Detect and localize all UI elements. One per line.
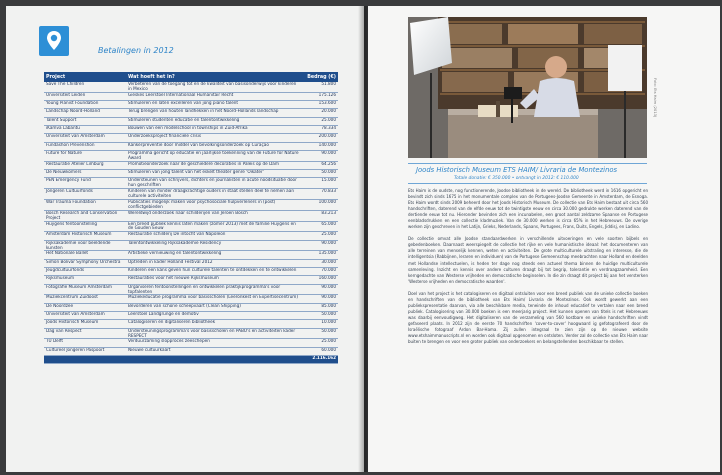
table-row: [44, 284, 338, 295]
caption-subtitle: Totale donatie: € 350.000 • ontvangt in 2012: € 110.000: [454, 176, 579, 181]
library-photo: [408, 17, 647, 158]
cell-description: Kinderen van minder draagkrachtige ouders in staat stellen deel te nemen aan culturele activiteiten: [126, 189, 302, 200]
table-row: [44, 276, 338, 284]
cell-project: Fundashon Prevenshon: [44, 142, 126, 150]
table-row: [44, 221, 338, 232]
table-row: [44, 240, 338, 251]
table-row: [44, 199, 338, 210]
table-row: [44, 312, 338, 320]
cell-project: Cultureel Jongeren Paspoort: [44, 347, 126, 355]
right-page: [368, 6, 720, 472]
table-row: [44, 303, 338, 311]
cell-amount: 153.600: [302, 101, 338, 109]
table-row: [44, 142, 338, 150]
table-row: [44, 178, 338, 189]
cell-project: De Noordzee: [44, 303, 126, 311]
cell-project: Muziekcentrum Zuidoost: [44, 295, 126, 303]
table-row: [44, 150, 338, 161]
table-header-row: [44, 72, 338, 82]
cell-amount: 50.000: [302, 328, 338, 339]
cell-description: Organiseren fentoonstellingen en ontwikkelen praktijkprogramma's voor topfalenten: [126, 284, 302, 295]
table-total-row: [44, 356, 338, 364]
cell-description: Onderzoeksproject financiële crisis: [126, 134, 302, 142]
cell-project: TU Delft: [44, 339, 126, 347]
table-row: [44, 109, 338, 117]
table-row: [44, 134, 338, 142]
cell-description: Talentontwikkeling Rijksakademie Residency: [126, 240, 302, 251]
paragraph: De collectie omvat alle Joodse standaardwerken in verschillende uitvoeringen en vele soorten bijbels en gebedenboeken. Daarnaast weerspiegelt de collectie het rijke en vele humanistische ideaal: het documenteren van alle terreinen van menselijk kennen, weten en activiteiten. De grote multiculturele uitstraling en interesse, die de intelligentsia (Rabbijnen, leraren en individuen) van de Portugese Gemeenschap meebrachten naar Holland en deelden met Hollandse intellectuelen, is heden ter dage nog steeds een actueel thema binnen de huidige multiculturele samenleving. Inzicht en kennis over andere culturen draagt bij tot begrip, tolerantie en verdraagzaamheid. Een kerngedachte van Westerse vrijheden en democratische beginselen. In die zin draagt dit project bij aan het versterken 'Westerse vrijheden en democratische waarden'.: [408, 236, 648, 284]
article-body: [408, 188, 648, 351]
cell-project: Save The Children: [44, 82, 126, 92]
cell-project: Het Nationale Ballet: [44, 251, 126, 259]
table-row: [44, 92, 338, 100]
book-spread: [6, 6, 718, 472]
cell-project: Restauratie Atelier Limburg: [44, 161, 126, 169]
cell-project: Amsterdam Historisch Museum: [44, 232, 126, 240]
table-row: [44, 126, 338, 134]
cell-description: Bouwen van een modelschool in townships in Zuid-Afrika: [126, 126, 302, 134]
left-page: [6, 6, 364, 472]
cell-project: Jeugdcultuurfonds: [44, 268, 126, 276]
table-row: [44, 210, 338, 221]
cell-amount: 83.213: [302, 210, 338, 221]
cell-amount: 65.000: [302, 221, 338, 232]
cell-description: Promotieonderzoek naar de geschiedere decoraties in Paleis op de Dam: [126, 161, 302, 169]
cell-project: Huygens fentoonstelling: [44, 221, 126, 232]
cell-description: Bevorderen van schone scheepvaart (Clean Shipping): [126, 303, 302, 311]
cell-amount: 25.000: [302, 339, 338, 347]
cell-description: Leerstoel Landgrunge en demotiv: [126, 312, 302, 320]
cell-amount: 160.000: [302, 276, 338, 284]
cell-description: Een breed publiek kennis laten maken (zomer 2013) met de familie Huygens en de Gouden Eeuw: [126, 221, 302, 232]
caption-rule-top: [408, 163, 647, 164]
table-row: [44, 82, 338, 92]
cell-description: Terug brengen van houten landhekken in het Noord-Hollands landschap: [126, 109, 302, 117]
table-row: [44, 268, 338, 276]
cell-description: Stimuleren en laten excelleren van jong piano talent: [126, 101, 302, 109]
cell-description: Publicaties mogelijk maken voor psychosociale hulpverleners in (post) conflictgebieden: [126, 199, 302, 210]
cell-description: Optreden in kader Holland Festival 2012: [126, 259, 302, 267]
paragraph: Doel van het project is het catalogiseren en digitaal ontsluiten voor een breed publiek van de unieke collectie boeken en handschriften van de bibliotheek van Ets Haim/ Livraria de Montezinos. Ook wordt gewerkt aan een publiekspresentatie daarvan, via alle beschikbare media, teneinde de inhoud educatief te vertalen naar een breed publiek. Catalogisering van 30.000 boeken is een meerjarig project. Het kunnen openen van titels is net Hebreeuws was daarbij eenvoudigweg. Het digitaliseren van de verzameling van 560 kostbare en unieke handschriften vindt gefaseerd plaats. In 2012 zijn de eerste 70 handschriften 'cover-to-cover' hoogwaard ig gefotografeerd door de Israëlische fotograaf Ardon Bar-Hama. Zij zullen integraal te zien zijn op de nieuwe website www.etshaimmanuscripts.nl en worden ook digitaal opgenomen en ontsloten. Verder zal de collectie van Ets Haim naar buiten te brengen en voor een groter publiek van onderzoekers en belangstellenden beschikbaar te stellen.: [408, 290, 648, 345]
cell-description: Wereldwijd onderzoek naar schilderijen van Jeroen Bosch: [126, 210, 302, 221]
table-row: [44, 339, 338, 347]
total-spacer: [44, 356, 126, 364]
cell-amount: 25.000: [302, 117, 338, 125]
cell-amount: 140.000: [302, 142, 338, 150]
table-row: [44, 347, 338, 355]
table-body: [44, 82, 338, 356]
cell-description: Restauraties voor het nieuwe Rijksmuseum: [126, 276, 302, 284]
cell-project: Young Pianist Foundation: [44, 101, 126, 109]
header-description: Wat hoeft het in?: [126, 72, 302, 82]
cell-amount: 90.000: [302, 284, 338, 295]
cell-description: Kankerpreventie door middel van bevolkingsonderzoek op Curaçao: [126, 142, 302, 150]
table-row: [44, 232, 338, 240]
table-row: [44, 101, 338, 109]
section-title: Betalingen in 2012: [98, 46, 174, 55]
header-amount: Bedrag (€): [302, 72, 338, 82]
table-row: [44, 189, 338, 200]
cell-amount: 90.000: [302, 295, 338, 303]
caption-title: Joods Historisch Museum ETS HAIM/ Livraria de Montezinos: [416, 166, 618, 174]
cell-description: Ondersteunen van schrijvers, dichters en journalisten in acute noodsituatie door hun geschriften: [126, 178, 302, 189]
table-row: [44, 170, 338, 178]
table-row: [44, 295, 338, 303]
cell-project: Fotografie Museum Amsterdam: [44, 284, 126, 295]
cell-project: War Trauma Foundation: [44, 199, 126, 210]
total-amount: 2.116.162: [302, 356, 338, 364]
cell-project: Simon Bolivar Symphony Orchestra: [44, 259, 126, 267]
cell-description: Gieskes Leerstoel Internationaal Humanitair Recht: [126, 92, 302, 100]
cell-description: Muziekeducatie programma voor basisscholen (Leeronkest en Expertisecentrum): [126, 295, 302, 303]
cell-amount: 78.334: [302, 126, 338, 134]
cell-project: Joods Historisch Museum: [44, 320, 126, 328]
cell-project: Bosch Research and Conservation Project: [44, 210, 126, 221]
cell-project: Jongeren Cultuurfonds: [44, 189, 126, 200]
cell-description: Verduurzaming slopproces zeeschepen: [126, 339, 302, 347]
cell-description: Stimuleren studenten educatie en talentontwikkeling: [126, 117, 302, 125]
cell-description: Restauratie schilderij De intocht van Napoleon: [126, 232, 302, 240]
location-pin-icon: [46, 30, 62, 52]
paragraph: Ets Haim is de oudste, nog functionerende, Joodse bibliotheek in de wereld. De bibliotheek werd in 1616 opgericht en bevindt zich sinds 1675 in het monumentale complex van de Portugees-Joodse Gemeente in Amsterdam, de Esnoga. Ets Haim wordt sinds 2009 beheerd door het Joods Historisch Museum. De collectie van Ets Haim bestaat uit circa 560 handschriften, daterend van de elfde eeuw tot de twintigste eeuw en circa 30.000 gedrukte werken daterend van de dertiende eeuw tot nu. Hieronder bevinden zich een incunabelen, een groot aantal zeldzame Spaanse en Portugese eenbladsdrukken en een collectie kladmuziek. Van de 30.000 werken is circa 65% in het Hebreeuws. De overige werken zijn geschreven in het Latijn, Grieks, Nederlands, Spaans, Portugees, Frans, Duits, Engels, Jiddisj, en Ladino.: [408, 188, 648, 230]
cell-description: Catalogiseren en digitaliseren bibliotheek: [126, 320, 302, 328]
foundation-logo: [39, 26, 69, 56]
cell-project: Talent Support: [44, 117, 126, 125]
header-project: Project: [44, 72, 126, 82]
caption-rule-bottom: [408, 183, 647, 184]
table-row: [44, 161, 338, 169]
cell-description: Nieuwe cultuurkaart: [126, 347, 302, 355]
table-row: [44, 328, 338, 339]
cell-amount: 15.000: [302, 178, 338, 189]
cell-amount: 51.800: [302, 82, 338, 92]
table-row: [44, 251, 338, 259]
cell-amount: 85.000: [302, 303, 338, 311]
cell-amount: 64.256: [302, 161, 338, 169]
cell-project: iKamva Labantu: [44, 126, 126, 134]
table-row: [44, 117, 338, 125]
cell-description: Verbeteren van de toegang tot en de kwaliteit van basisonderwijs voor kinderen in Mexico: [126, 82, 302, 92]
total-spacer: [126, 356, 302, 364]
cell-amount: 90.000: [302, 150, 338, 161]
cell-description: Ondersteuningsprogramma's voor basisscholen en PABO's en activiteiten kader RESPECT: [126, 328, 302, 339]
cell-amount: 60.000: [302, 347, 338, 355]
cell-amount: 50.000: [302, 312, 338, 320]
photo-credit: Foto: Ets Haim (2013): [653, 78, 657, 118]
cell-amount: 30.000: [302, 259, 338, 267]
cell-amount: 70.000: [302, 268, 338, 276]
cell-project: De Nieuwkomers: [44, 170, 126, 178]
cell-amount: 50.000: [302, 170, 338, 178]
cell-amount: 100.000: [302, 199, 338, 210]
cell-amount: 10.000: [302, 320, 338, 328]
cell-project: Future for Nature: [44, 150, 126, 161]
cell-project: Universiteit van Amsterdam: [44, 134, 126, 142]
cell-description: Kinderen een kans geven hun culturele talenten te ontdekken en te ontwikkelen: [126, 268, 302, 276]
cell-amount: 200.000: [302, 134, 338, 142]
cell-amount: 70.833: [302, 189, 338, 200]
cell-amount: 135.000: [302, 251, 338, 259]
payments-table: [44, 72, 338, 364]
cell-project: Universiteit van Amsterdam: [44, 312, 126, 320]
cell-amount: 25.000: [302, 232, 338, 240]
cell-description: Programma gericht op educatie en jaarlijkse toekenning van de Future for Nature Award: [126, 150, 302, 161]
cell-project: Rijksmuseum: [44, 276, 126, 284]
table-row: [44, 320, 338, 328]
cell-amount: 175.126: [302, 92, 338, 100]
photo-illustration: [408, 17, 647, 158]
cell-project: Landschap Noord-Holland: [44, 109, 126, 117]
cell-amount: 90.000: [302, 240, 338, 251]
table-row: [44, 259, 338, 267]
cell-project: Universiteit Leiden: [44, 92, 126, 100]
cell-project: Dag van Respect: [44, 328, 126, 339]
cell-amount: 20.000: [302, 109, 338, 117]
cell-description: Stimuleren van jong talent van het eskelt theater genre 'Oikater': [126, 170, 302, 178]
cell-project: PEN Emergency Fund: [44, 178, 126, 189]
cell-project: Rijksakademie voor beeldende kunsten: [44, 240, 126, 251]
cell-description: Artistieke vernieuwing en talentontwikkeling: [126, 251, 302, 259]
